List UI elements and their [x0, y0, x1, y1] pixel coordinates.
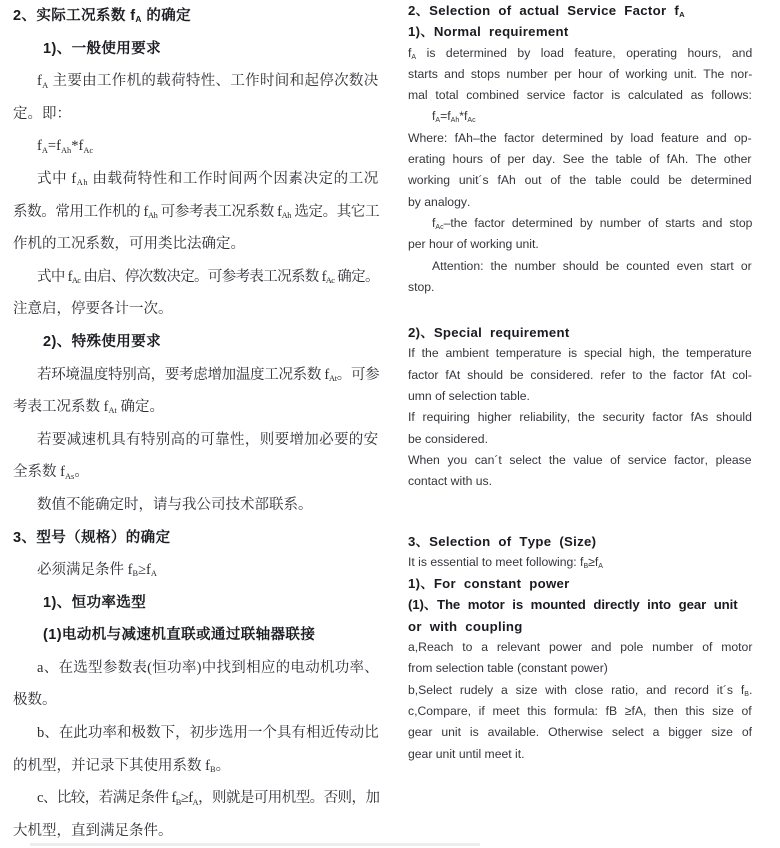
line-text: contact with us.	[408, 474, 492, 489]
line-text: 1)、一般使用要求	[43, 40, 161, 57]
line-text: b,Select rudely a size with close ratio, and record it´s $f_B$.	[408, 682, 753, 698]
text-line	[408, 429, 752, 450]
text-line	[408, 128, 752, 149]
heading-line	[408, 322, 752, 343]
line-text: 考表工况系数 $f_{At}$ 确定。	[13, 399, 164, 416]
subscript: Ac	[467, 117, 476, 125]
scan-artifact	[30, 843, 480, 846]
line-text: It is essential to meet following: $f_B\ge f_A$	[408, 554, 603, 570]
line-text: 2)、Special requirement	[408, 325, 570, 341]
line-text: 数值不能确定时，请与我公司技术部联系。	[37, 496, 313, 513]
line-text: Where: fAh–the factor determined by load feature and op-	[408, 130, 752, 145]
text-line	[408, 471, 752, 492]
line-text: $f_A$ is determined by load feature, operating hours, and	[408, 45, 753, 61]
text-line	[13, 98, 379, 131]
heading-line	[13, 587, 379, 620]
text-line	[408, 343, 752, 364]
text-line	[13, 261, 379, 294]
line-text: stop.	[408, 279, 435, 294]
line-text: by analogy.	[408, 194, 471, 209]
subscript: Ac	[83, 145, 94, 155]
line-text: b、在此功率和极数下，初步选用一个具有相近传动比	[37, 725, 379, 742]
text-line	[408, 365, 752, 386]
line-text: (1)电动机与减速机直联或通过联轴器联接	[43, 627, 316, 644]
text-line	[13, 293, 379, 326]
subscript: As	[64, 471, 75, 481]
text-line	[408, 637, 752, 658]
subscript: Ac	[435, 223, 444, 231]
heading-line	[408, 21, 752, 42]
line-text: a、在选型参数表(恒功率)中找到相应的电动机功率、	[37, 659, 380, 676]
left-column-chinese	[13, 0, 379, 847]
text-line	[13, 782, 379, 815]
line-text: umn of selection table.	[408, 389, 530, 404]
heading-line	[408, 531, 752, 552]
text-line	[13, 196, 379, 229]
text-line	[13, 750, 379, 783]
line-text: gear unit is available. Otherwise select a bigger size of	[408, 725, 753, 740]
subscript: B	[132, 569, 139, 579]
heading-line	[408, 0, 752, 21]
subscript: A	[192, 797, 199, 807]
heading-line	[13, 619, 379, 652]
line-text: 1)、恒功率选型	[43, 594, 147, 611]
line-text: starts and stops number per hour of working unit. The nor-	[408, 66, 753, 81]
line-text: or with coupling	[408, 618, 523, 634]
line-text: 系数。常用工作机的 $f_{Ah}$ 可参考表工况系数 $f_{Ah}$ 选定。其它工	[13, 203, 380, 220]
subscript: A	[435, 117, 441, 125]
text-line	[13, 359, 379, 392]
text-line	[13, 424, 379, 457]
text-line	[13, 163, 379, 196]
subscript: B	[744, 690, 749, 698]
subscript: At	[328, 373, 337, 383]
subscript: Ah	[76, 178, 89, 188]
line-text: working unit´s fAh out of the table could be determined	[408, 173, 752, 188]
line-text: $f_{Ac}$–the factor determined by number of starts and stop	[432, 215, 753, 231]
subscript: A	[41, 145, 48, 155]
text-line	[408, 722, 752, 743]
text-line	[408, 170, 752, 191]
text-line	[13, 391, 379, 424]
subscript: A	[150, 569, 157, 579]
text-line	[13, 456, 379, 489]
line-text: $f_A=f_{Ah}*f_{Ac}$	[37, 138, 94, 155]
text-line	[408, 149, 752, 170]
text-line	[13, 65, 379, 98]
line-text: 3、Selection of Type (Size)	[408, 533, 597, 549]
line-text: 2、Selection of actual Service Factor $f_A$	[408, 3, 685, 20]
heading-line	[408, 616, 752, 637]
line-text: 必须满足条件 $f_B\ge f_A$	[37, 562, 157, 579]
formula-fa-equation	[408, 106, 752, 127]
text-line	[408, 701, 752, 722]
text-line	[408, 407, 752, 428]
text-line	[408, 85, 752, 106]
subscript: B	[175, 797, 181, 807]
heading-line	[408, 594, 752, 615]
subscript: Ac	[325, 276, 335, 286]
line-text: 若环境温度特别高，要考虑增加温度工况系数 $f_{At}$。可参	[37, 366, 380, 383]
text-line	[408, 386, 752, 407]
text-line	[408, 450, 752, 471]
subscript: Ah	[60, 145, 72, 155]
heading-line	[13, 522, 379, 555]
line-text: 作机的工况系数，可用类比法确定。	[13, 236, 245, 253]
subscript: A	[135, 14, 142, 25]
line-text: 2)、特殊使用要求	[43, 333, 161, 350]
line-text: Attention: the number should be counted even start or	[432, 258, 752, 273]
subscript: Ah	[450, 117, 460, 125]
line-text: $f_A$ 主要由工作机的载荷特性、工作时间和起停次数决	[37, 73, 379, 90]
line-text: erating hours of per day. See the table of fAh. The other	[408, 152, 752, 167]
subscript: Ah	[281, 210, 292, 220]
line-text: 若要减速机具有特别高的可靠性，则要增加必要的安	[37, 431, 379, 448]
line-text: a,Reach to a relevant power and pole number of motor	[408, 640, 753, 655]
subscript: A	[598, 562, 603, 570]
line-text: 极数。	[13, 692, 57, 709]
heading-line	[13, 326, 379, 359]
text-line	[13, 554, 379, 587]
text-line	[408, 256, 752, 277]
text-line	[13, 489, 379, 522]
line-text: (1)、The motor is mounted directly into gear unit	[408, 597, 738, 613]
line-text: 定。即：	[13, 105, 71, 122]
line-text: 1)、For constant power	[408, 576, 570, 592]
line-text: 大机型，直到满足条件。	[13, 822, 173, 839]
subscript: Ah	[147, 210, 158, 220]
text-line	[408, 744, 752, 765]
subscript: B	[583, 562, 589, 570]
line-text: 注意启，停要各计一次。	[13, 301, 173, 318]
line-text: $f_A=f_{Ah}*f_{Ac}$	[432, 109, 476, 125]
text-line	[408, 680, 752, 701]
subscript: At	[108, 406, 117, 416]
line-text: be considered.	[408, 431, 488, 446]
line-text: c、比较，若满足条件 $f_B\ge f_A$，则就是可用机型。否则，加	[37, 790, 380, 807]
line-text: 全系数 $f_{As}$。	[13, 464, 89, 481]
text-line	[408, 192, 752, 213]
text-line	[13, 684, 379, 717]
line-text: c,Compare, if meet this formula: fB ≥fA, then this size of	[408, 703, 752, 718]
line-text: from selection table (constant power)	[408, 661, 608, 676]
line-text: 3、型号（规格）的确定	[13, 529, 171, 546]
line-text: If requiring higher reliability, the security factor fAs should	[408, 410, 752, 425]
text-line	[13, 228, 379, 261]
subscript: A	[679, 10, 685, 20]
line-text: If the ambient temperature is special high, the temperature	[408, 346, 752, 361]
line-text: 的机型，并记录下其使用系数 $f_B$。	[13, 757, 231, 774]
text-line	[408, 552, 752, 573]
subscript: A	[42, 80, 49, 90]
text-line	[408, 43, 752, 64]
right-column-english	[408, 0, 752, 765]
line-text: factor fAt should be considered. refer to the factor fAt col-	[408, 367, 752, 382]
line-text: mal total combined service factor is calculated as follows:	[408, 88, 752, 103]
formula-fa-equation	[13, 130, 379, 163]
subscript: B	[209, 765, 216, 774]
heading-line	[13, 33, 379, 66]
line-text: 1)、Normal requirement	[408, 24, 569, 40]
line-text: 2、实际工况系数 $f_A$ 的确定	[13, 8, 192, 25]
text-line	[408, 277, 752, 298]
text-line	[408, 64, 752, 85]
text-line	[408, 234, 752, 255]
line-text: per hour of working unit.	[408, 237, 539, 252]
line-text: 式中 $f_{Ah}$ 由载荷特性和工作时间两个因素决定的工况	[37, 170, 379, 188]
text-line	[13, 652, 379, 685]
subscript: A	[411, 53, 417, 61]
subscript: Ac	[71, 276, 81, 286]
heading-line	[13, 0, 379, 33]
line-text: gear unit until meet it.	[408, 746, 525, 761]
text-line	[408, 658, 752, 679]
line-text: 式中 $f_{Ac}$ 由启、停次数决定。可参考表工况系数 $f_{Ac}$ 确定。	[37, 268, 379, 286]
text-line	[13, 717, 379, 750]
line-text: When you can´t select the value of service factor, please	[408, 452, 752, 467]
heading-line	[408, 573, 752, 594]
text-line	[408, 213, 752, 234]
